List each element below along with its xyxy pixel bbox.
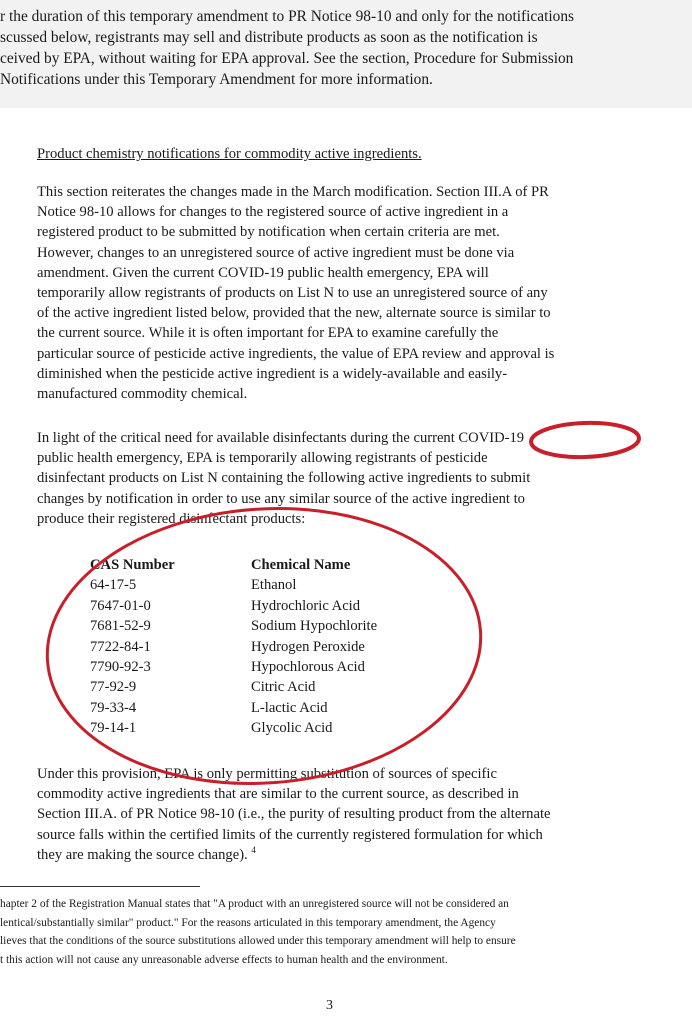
table-row	[90, 637, 377, 657]
footnote-divider	[0, 886, 200, 887]
cas-number-cell: 7681-52-9	[90, 618, 151, 635]
paragraph-line: the current source. While it is often important for EPA to examine carefully the	[37, 325, 499, 342]
paragraph-line: Under this provision, EPA is only permitting substitution of sources of specific	[37, 766, 497, 782]
table-row	[90, 698, 377, 718]
paragraph-line: particular source of pesticide active ingredients, the value of EPA review and approval is	[37, 345, 555, 362]
chemical-name-cell: Hydrochloric Acid	[251, 597, 361, 614]
paragraph-line: produce their registered disinfectant products:	[37, 510, 306, 527]
chemical-name-cell: Hydrogen Peroxide	[251, 638, 365, 655]
table-row	[90, 616, 377, 636]
paragraph-line: amendment. Given the current COVID-19 public health emergency, EPA will	[37, 264, 489, 281]
paragraph-commodity-changes	[37, 182, 554, 404]
footnote	[0, 895, 516, 969]
paragraph-line: of the active ingredient listed below, provided that the new, alternate source is similar to	[37, 305, 551, 322]
paragraph-line: However, changes to an unregistered source of active ingredient must be done via	[37, 244, 515, 261]
table-header-row	[90, 555, 377, 575]
footnote-line: lentical/substantially similar" product." For the reasons articulated in this temporary amendment, the Agency	[0, 916, 496, 929]
table-row	[90, 718, 377, 738]
column-header-cas-number: CAS Number	[90, 557, 175, 573]
cas-number-cell: 79-14-1	[90, 720, 137, 737]
cas-number-cell: 77-92-9	[90, 679, 137, 696]
chemical-name-cell: Citric Acid	[251, 679, 316, 696]
paragraph-line: In light of the critical need for available disinfectants during the current COVID-19	[37, 430, 525, 446]
table-row	[90, 677, 377, 697]
paragraph-line: commodity active ingredients that are similar to the current source, as described in	[37, 786, 519, 803]
cas-number-cell: 64-17-5	[90, 577, 137, 594]
cas-number-cell: 7790-92-3	[90, 658, 151, 675]
cas-number-cell: 7722-84-1	[90, 638, 151, 655]
footnote-line: t this action will not cause any unreasonable adverse effects to human health and the environment.	[0, 953, 448, 966]
chemical-name-cell: Ethanol	[251, 577, 297, 594]
footnote-reference: 4	[251, 844, 256, 855]
paragraph-line	[37, 845, 550, 865]
paragraph-line: changes by notification in order to use any similar source of the active ingredient to	[37, 490, 525, 507]
chemical-name-cell: Hypochlorous Acid	[251, 658, 365, 675]
intro-line: Notifications under this Temporary Amendment for more information.	[0, 71, 433, 88]
table-row	[90, 657, 377, 677]
intro-line: ceived by EPA, without waiting for EPA approval. See the section, Procedure for Submission	[0, 50, 574, 67]
footnote-line: hapter 2 of the Registration Manual states that "A product with an unregistered source will not be considered an	[0, 898, 509, 910]
paragraph-line-text: they are making the source change).	[37, 846, 248, 863]
column-header-chemical-name: Chemical Name	[251, 557, 351, 573]
paragraph-line: disinfectant products on List N containing the following active ingredients to submit	[37, 470, 531, 487]
section-heading: Product chemistry notifications for commodity active ingredients.	[37, 146, 422, 162]
paragraph-line: source falls within the certified limits of the currently registered formulation for which	[37, 826, 543, 843]
paragraph-line: diminished when the pesticide active ingredient is a widely-available and easily-	[37, 365, 508, 382]
paragraph-provision	[37, 764, 550, 865]
intro-paragraph	[0, 6, 692, 90]
table-row	[90, 596, 377, 616]
intro-line: scussed below, registrants may sell and distribute products as soon as the notification is	[0, 29, 538, 46]
paragraph-line: Section III.A. of PR Notice 98-10 (i.e., the purity of resulting product from the alternate	[37, 806, 551, 823]
table-row	[90, 575, 377, 595]
cas-number-cell: 79-33-4	[90, 699, 137, 716]
paragraph-line: Notice 98-10 allows for changes to the registered source of active ingredient in a	[37, 204, 509, 221]
chemical-name-cell: L-lactic Acid	[251, 699, 328, 716]
page-number: 3	[326, 998, 333, 1013]
cas-number-cell: 7647-01-0	[90, 597, 151, 614]
active-ingredients-table	[90, 555, 377, 739]
intro-line: r the duration of this temporary amendment to PR Notice 98-10 and only for the notifications	[0, 8, 575, 25]
paragraph-line: manufactured commodity chemical.	[37, 385, 248, 402]
paragraph-line: public health emergency, EPA is temporarily allowing registrants of pesticide	[37, 450, 488, 467]
footnote-line: lieves that the conditions of the source substitutions allowed under this temporary amendment will help to ensure	[0, 935, 516, 948]
paragraph-line: registered product to be submitted by notification when certain criteria are met.	[37, 224, 500, 241]
paragraph-line: This section reiterates the changes made in the March modification. Section III.A of PR	[37, 184, 549, 200]
paragraph-line: temporarily allow registrants of products on List N to use an unregistered source of any	[37, 284, 548, 301]
chemical-name-cell: Glycolic Acid	[251, 720, 333, 737]
chemical-name-cell: Sodium Hypochlorite	[251, 618, 378, 635]
paragraph-critical-need	[37, 428, 530, 529]
covid-19-circle-annotation	[530, 421, 639, 459]
